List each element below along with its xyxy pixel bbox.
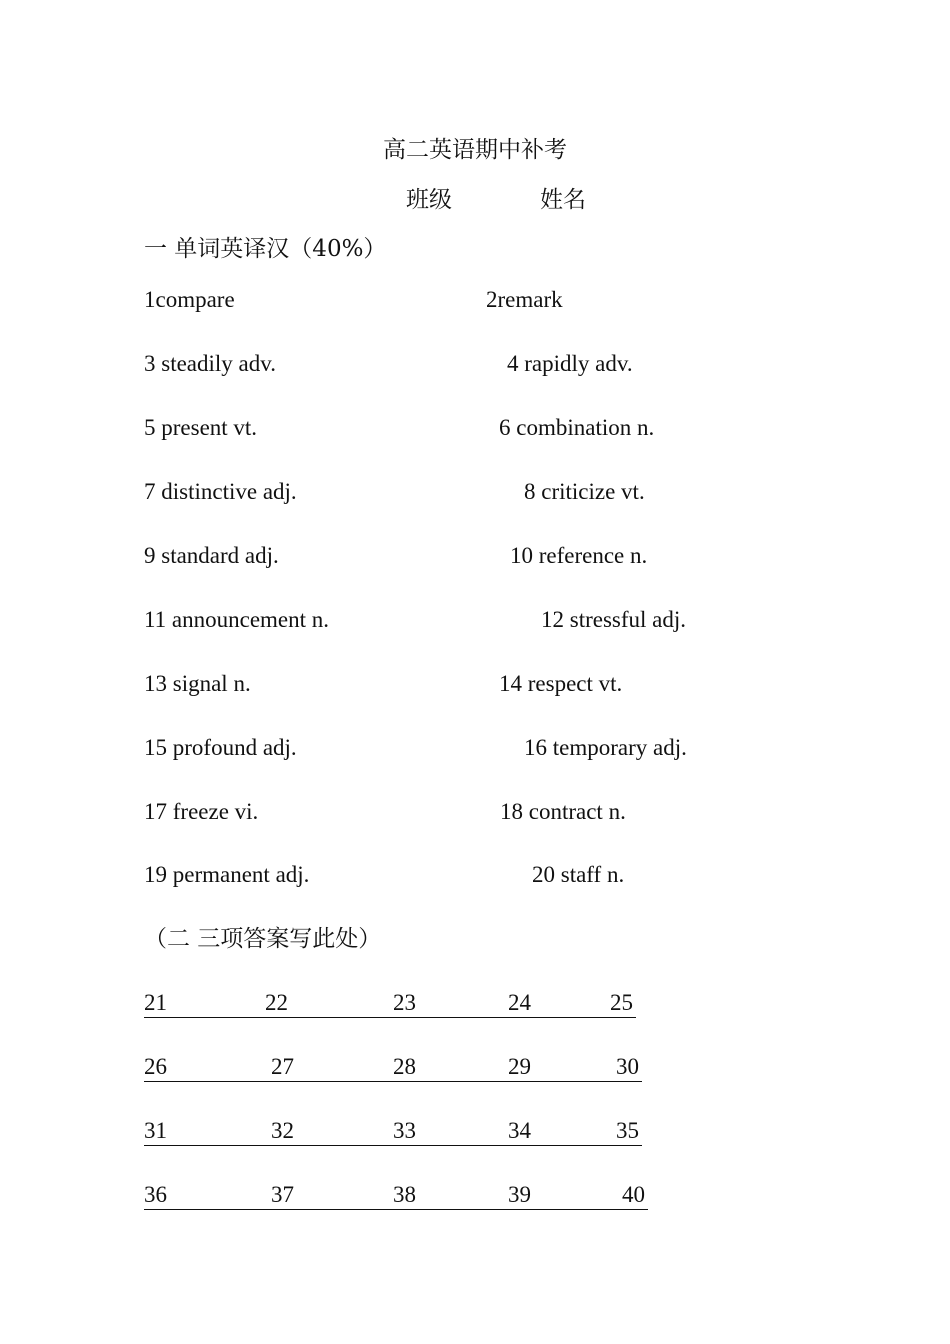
- answer-number: 25: [610, 990, 633, 1015]
- vocab-item-17: 17 freeze vi.: [144, 799, 259, 824]
- answer-row-1: [144, 989, 636, 1018]
- answer-number: 21: [144, 990, 167, 1015]
- vocab-item-5: 5 present vt.: [144, 415, 258, 440]
- answer-number: 40: [622, 1182, 645, 1207]
- answer-number: 36: [144, 1182, 167, 1207]
- section2-heading: （二 三项答案写此处）: [144, 926, 382, 952]
- vocab-item-15: 15 profound adj.: [144, 735, 297, 760]
- vocab-item-9: 9 standard adj.: [144, 543, 279, 568]
- answer-row-2: [144, 1053, 642, 1082]
- answer-number: 24: [508, 990, 531, 1015]
- answer-number: 27: [271, 1054, 294, 1079]
- answer-number: 32: [271, 1118, 294, 1143]
- vocab-item-7: 7 distinctive adj.: [144, 479, 297, 504]
- answer-number: 37: [271, 1182, 294, 1207]
- vocab-item-1: 1compare: [144, 287, 235, 312]
- answer-row-4: [144, 1181, 648, 1210]
- vocab-item-12: 12 stressful adj.: [541, 607, 687, 632]
- vocab-item-18: 18 contract n.: [500, 799, 626, 824]
- name-label: 姓名: [540, 187, 586, 213]
- vocab-item-13: 13 signal n.: [144, 671, 251, 696]
- answer-number: 34: [508, 1118, 531, 1143]
- vocab-item-11: 11 announcement n.: [144, 607, 330, 632]
- answer-number: 38: [393, 1182, 416, 1207]
- vocab-item-6: 6 combination n.: [499, 415, 655, 440]
- vocab-item-8: 8 criticize vt.: [524, 479, 645, 504]
- answer-number: 30: [616, 1054, 639, 1079]
- vocab-item-20: 20 staff n.: [532, 862, 625, 887]
- answer-number: 35: [616, 1118, 639, 1143]
- answer-number: 23: [393, 990, 416, 1015]
- page-title: 高二英语期中补考: [383, 137, 567, 163]
- vocab-item-16: 16 temporary adj.: [524, 735, 687, 760]
- section1-heading: 一 单词英译汉（40%）: [144, 236, 387, 262]
- answer-number: 39: [508, 1182, 531, 1207]
- answer-number: 31: [144, 1118, 167, 1143]
- answer-number: 33: [393, 1118, 416, 1143]
- vocab-item-2: 2remark: [486, 287, 563, 312]
- answer-row-3: [144, 1117, 642, 1146]
- vocab-item-19: 19 permanent adj.: [144, 862, 310, 887]
- class-label: 班级: [406, 187, 452, 213]
- vocab-item-10: 10 reference n.: [510, 543, 648, 568]
- answer-number: 26: [144, 1054, 167, 1079]
- answer-number: 29: [508, 1054, 531, 1079]
- vocab-item-4: 4 rapidly adv.: [507, 351, 633, 376]
- answer-number: 28: [393, 1054, 416, 1079]
- answer-number: 22: [265, 990, 288, 1015]
- vocab-item-14: 14 respect vt.: [499, 671, 623, 696]
- vocab-item-3: 3 steadily adv.: [144, 351, 277, 376]
